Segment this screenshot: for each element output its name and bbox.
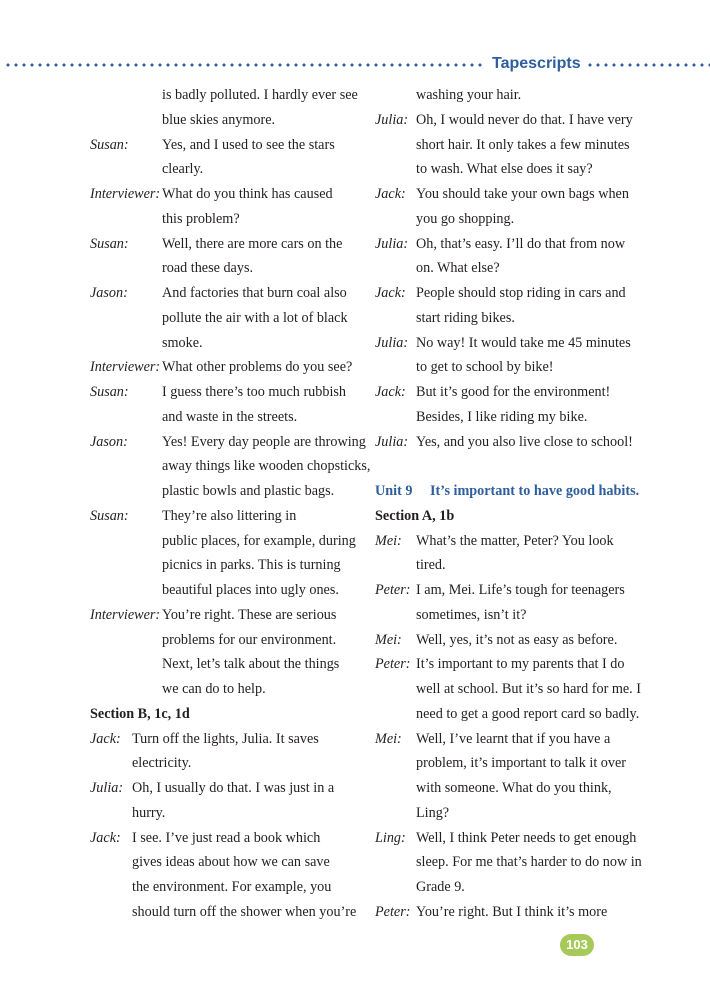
left-dialogue-speaker: Susan: xyxy=(90,136,129,153)
right-dialogue-line: you go shopping. xyxy=(416,210,515,227)
unit-number: Unit 9 xyxy=(375,483,413,499)
section-a-dialogue-line: What’s the matter, Peter? You look xyxy=(416,532,614,549)
left-dialogue-line: clearly. xyxy=(162,161,204,178)
right-dialogue-speaker: Julia: xyxy=(375,433,409,450)
section-b-heading: Section B, 1c, 1d xyxy=(90,705,190,722)
header-dotted-rule-left xyxy=(4,63,484,67)
left-dialogue-line: Yes, and I used to see the stars xyxy=(162,136,335,153)
section-b-dialogue-line: hurry. xyxy=(132,804,166,821)
section-b-dialogue-line: the environment. For example, you xyxy=(132,879,332,895)
left-dialogue-speaker: Interviewer: xyxy=(90,606,161,623)
left-dialogue-line: this problem? xyxy=(162,210,240,227)
section-a-dialogue-line: well at school. But it’s so hard for me. I xyxy=(416,681,641,697)
page-number-badge xyxy=(560,934,594,956)
right-dialogue-line: to get to school by bike! xyxy=(416,359,554,376)
section-a-dialogue-line: Well, yes, it’s not as easy as before. xyxy=(416,631,618,648)
section-a-dialogue-line: with someone. What do you think, xyxy=(416,780,612,796)
left-dialogue-line: beautiful places into ugly ones. xyxy=(162,582,339,598)
section-b-dialogue-line: gives ideas about how we can save xyxy=(132,854,330,871)
section-a-dialogue-line: need to get a good report card so badly. xyxy=(416,705,640,722)
section-a-dialogue-line: Well, I’ve learnt that if you have a xyxy=(416,730,611,747)
left-dialogue-line: plastic bowls and plastic bags. xyxy=(162,483,335,499)
section-a-dialogue-speaker: Mei: xyxy=(375,730,402,747)
left-dialogue-line: What other problems do you see? xyxy=(162,359,353,376)
left-dialogue-line: is badly polluted. I hardly ever see xyxy=(162,87,358,103)
page-header xyxy=(0,52,710,76)
page-number: 103 xyxy=(566,937,588,952)
section-a-dialogue-line: I am, Mei. Life’s tough for teenagers xyxy=(416,582,625,598)
left-dialogue-line: Well, there are more cars on the xyxy=(162,235,343,252)
left-dialogue-line: and waste in the streets. xyxy=(162,408,298,425)
section-b-dialogue-line: should turn off the shower when you’re xyxy=(132,903,357,920)
left-dialogue-line: Next, let’s talk about the things xyxy=(162,656,340,673)
right-dialogue-line: Yes, and you also live close to school! xyxy=(416,433,633,450)
section-a-dialogue-line: Well, I think Peter needs to get enough xyxy=(416,829,637,846)
section-b-dialogue-line: electricity. xyxy=(132,755,192,772)
section-a-dialogue-speaker: Peter: xyxy=(375,903,411,920)
right-dialogue-speaker: Julia: xyxy=(375,334,409,351)
left-dialogue-line: Yes! Every day people are throwing xyxy=(162,433,366,450)
left-dialogue-line: blue skies anymore. xyxy=(162,111,276,128)
right-dialogue-line: You should take your own bags when xyxy=(416,186,629,202)
right-dialogue-line: on. What else? xyxy=(416,260,500,277)
left-dialogue-line: picnics in parks. This is turning xyxy=(162,557,341,574)
right-dialogue-line: Oh, that’s easy. I’ll do that from now xyxy=(416,235,626,252)
left-dialogue-line: They’re also littering in xyxy=(162,507,297,524)
section-a-dialogue-speaker: Peter: xyxy=(375,582,411,598)
left-dialogue-speaker: Interviewer: xyxy=(90,359,161,376)
section-b-dialogue-speaker: Julia: xyxy=(90,780,124,796)
right-dialogue-line: Besides, I like riding my bike. xyxy=(416,408,588,425)
header-title: Tapescripts xyxy=(492,55,581,72)
left-dialogue-line: pollute the air with a lot of black xyxy=(162,309,348,326)
right-dialogue-speaker: Jack: xyxy=(375,384,406,400)
right-dialogue-speaker: Jack: xyxy=(375,285,406,301)
section-a-dialogue-line: tired. xyxy=(416,557,446,574)
right-dialogue-speaker: Julia: xyxy=(375,111,409,128)
section-a-dialogue-line: Ling? xyxy=(416,804,450,821)
left-dialogue-speaker: Susan: xyxy=(90,507,129,524)
left-dialogue-speaker: Susan: xyxy=(90,235,129,252)
section-b-dialogue-line: I see. I’ve just read a book which xyxy=(132,829,321,846)
section-b-dialogue-line: Oh, I usually do that. I was just in a xyxy=(132,780,335,796)
section-a-dialogue-line: It’s important to my parents that I do xyxy=(416,656,625,673)
left-dialogue-line: What do you think has caused xyxy=(162,186,333,202)
section-a-dialogue-line: sleep. For me that’s harder to do now in xyxy=(416,854,642,871)
unit-title: It’s important to have good habits. xyxy=(430,483,640,499)
left-dialogue-line: You’re right. These are serious xyxy=(162,606,337,623)
left-dialogue-line: I guess there’s too much rubbish xyxy=(162,384,347,400)
section-b-dialogue-line: Turn off the lights, Julia. It saves xyxy=(132,730,319,747)
section-a-dialogue-line: Grade 9. xyxy=(416,879,465,895)
right-dialogue-line: short hair. It only takes a few minutes xyxy=(416,136,630,153)
right-dialogue-line: People should stop riding in cars and xyxy=(416,285,626,301)
left-dialogue-line: smoke. xyxy=(162,334,203,351)
section-a-dialogue-speaker: Mei: xyxy=(375,532,402,549)
right-dialogue-line: to wash. What else does it say? xyxy=(416,161,593,178)
section-b-dialogue-speaker: Jack: xyxy=(90,829,121,846)
right-dialogue-line: Oh, I would never do that. I have very xyxy=(416,111,633,128)
section-a-dialogue-speaker: Ling: xyxy=(375,829,406,846)
section-b-dialogue-speaker: Jack: xyxy=(90,730,121,747)
left-dialogue-line: road these days. xyxy=(162,260,254,277)
left-dialogue-line: away things like wooden chopsticks, xyxy=(162,458,371,475)
section-a-dialogue-line: problem, it’s important to talk it over xyxy=(416,755,627,772)
right-dialogue-line: But it’s good for the environment! xyxy=(416,384,611,400)
left-dialogue-speaker: Susan: xyxy=(90,384,129,400)
left-dialogue-speaker: Jason: xyxy=(90,433,128,450)
section-a-dialogue-line: You’re right. But I think it’s more xyxy=(416,903,608,920)
right-dialogue-speaker: Julia: xyxy=(375,235,409,252)
section-a-dialogue-speaker: Peter: xyxy=(375,656,411,673)
left-dialogue-line: we can do to help. xyxy=(162,681,266,697)
left-dialogue-speaker: Jason: xyxy=(90,285,128,301)
left-dialogue-line: problems for our environment. xyxy=(162,631,337,648)
left-dialogue-line: public places, for example, during xyxy=(162,532,356,549)
section-a-heading: Section A, 1b xyxy=(375,507,455,524)
left-dialogue-line: And factories that burn coal also xyxy=(162,285,347,301)
section-a-dialogue-line: sometimes, isn’t it? xyxy=(416,606,527,623)
right-dialogue-line: No way! It would take me 45 minutes xyxy=(416,334,631,351)
section-a-dialogue-speaker: Mei: xyxy=(375,631,402,648)
right-dialogue-line: washing your hair. xyxy=(416,87,522,103)
header-dotted-rule-right xyxy=(586,63,710,67)
right-dialogue-line: start riding bikes. xyxy=(416,309,515,326)
left-dialogue-speaker: Interviewer: xyxy=(90,186,161,202)
right-dialogue-speaker: Jack: xyxy=(375,186,406,202)
